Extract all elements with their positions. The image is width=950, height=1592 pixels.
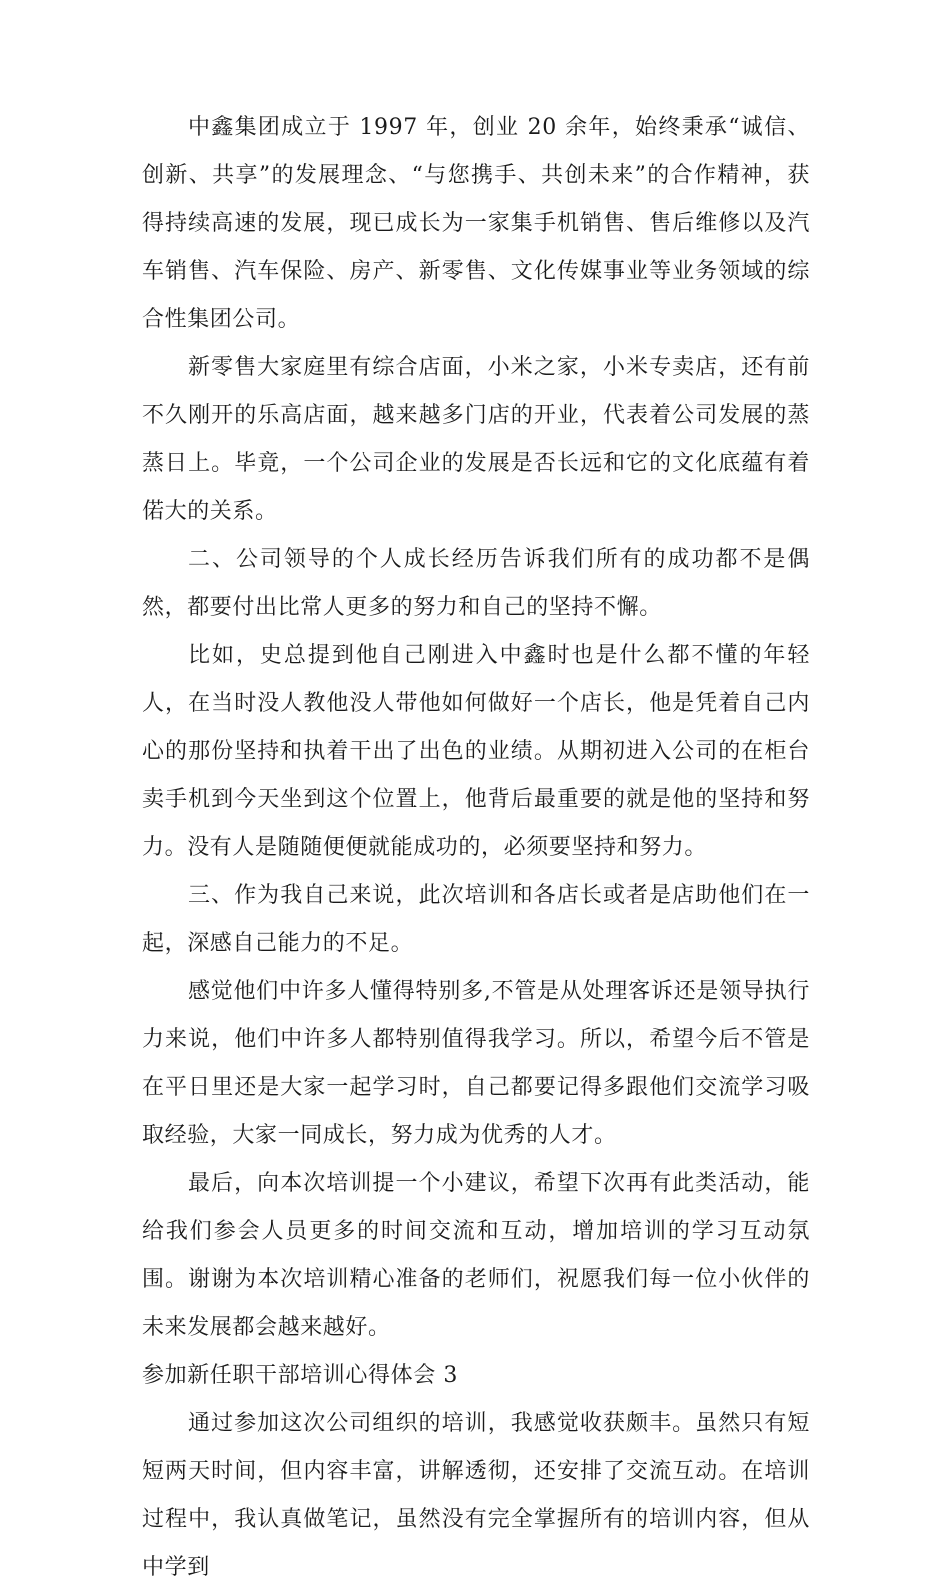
paragraph-point-three: 三、作为我自己来说，此次培训和各店长或者是店助他们在一起，深感自己能力的不足。 xyxy=(142,883,810,956)
paragraph-example: 比如，史总提到他自己刚进入中鑫时也是什么都不懂的年轻人，在当时没人教他没人带他如何做好一个店长，他是凭着自己内心的那份坚持和执着干出了出色的业绩。从期初进入公司的在柜台卖手机到今天坐到这个位置上，他背后最重要的就是他的坚持和努力。没有人是随随便便就能成功的，必须要坚持和努力。 xyxy=(142,643,810,860)
paragraph-section-three-intro: 通过参加这次公司组织的培训，我感觉收获颇丰。虽然只有短短两天时间，但内容丰富，讲解透彻，还安排了交流互动。在培训过程中，我认真做笔记，虽然没有完全掌握所有的培训内容，但从中学到 xyxy=(142,1411,810,1580)
paragraph-learning: 感觉他们中许多人懂得特别多,不管是从处理客诉还是领导执行力来说，他们中许多人都特别值得我学习。所以，希望今后不管是在平日里还是大家一起学习时，自己都要记得多跟他们交流学习吸取经验，大家一同成长，努力成为优秀的人才。 xyxy=(142,979,810,1148)
section-heading: 参加新任职干部培训心得体会 3 xyxy=(142,1363,458,1388)
paragraph-new-retail: 新零售大家庭里有综合店面，小米之家，小米专卖店，还有前不久刚开的乐高店面，越来越多门店的开业，代表着公司发展的蒸蒸日上。毕竟，一个公司企业的发展是否长远和它的文化底蕴有着偌大的关系。 xyxy=(142,355,810,524)
paragraph-point-two: 二、公司领导的个人成长经历告诉我们所有的成功都不是偶然，都要付出比常人更多的努力和自己的坚持不懈。 xyxy=(142,547,810,620)
document-body xyxy=(142,104,810,1592)
paragraph-company-intro: 中鑫集团成立于 1997 年，创业 20 余年，始终秉承“诚信、创新、共享”的发展理念、“与您携手、共创未来”的合作精神，获得持续高速的发展，现已成长为一家集手机销售、售后维修以及汽车销售、汽车保险、房产、新零售、文化传媒事业等业务领域的综合性集团公司。 xyxy=(142,115,810,332)
paragraph-suggestion: 最后，向本次培训提一个小建议，希望下次再有此类活动，能给我们参会人员更多的时间交流和互动，增加培训的学习互动氛围。谢谢为本次培训精心准备的老师们，祝愿我们每一位小伙伴的未来发展都会越来越好。 xyxy=(142,1171,810,1340)
